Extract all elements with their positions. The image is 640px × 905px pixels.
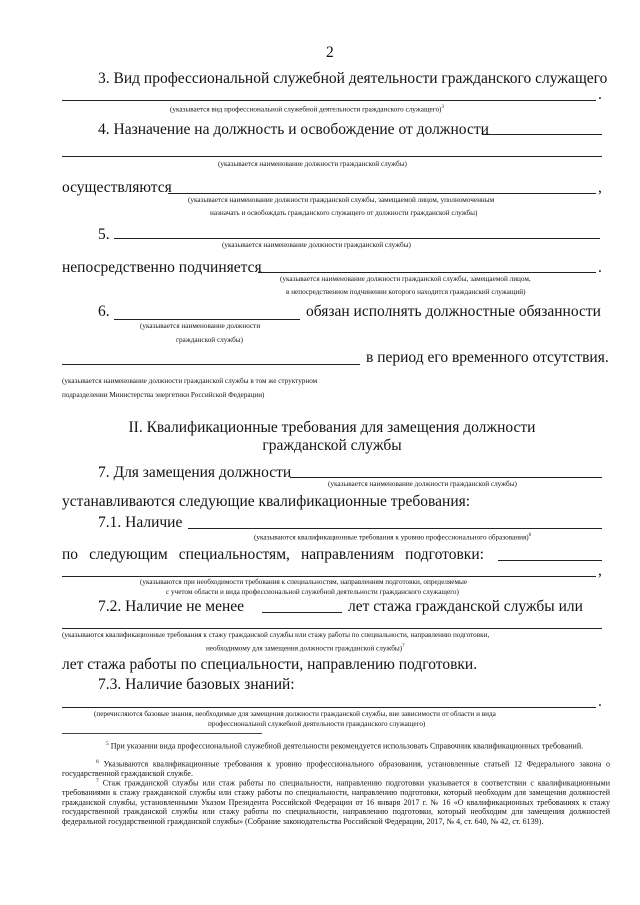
item72-text-1: 7.2. Наличие не менее bbox=[98, 598, 245, 615]
item4-carry-end: , bbox=[598, 179, 602, 196]
section2-title-1: II. Квалификационные требования для замещения должности bbox=[128, 419, 536, 436]
item4-carry-caption-1: (указывается наименование должности гражданской службы, замещаемой лицом, уполномоченным bbox=[188, 196, 495, 204]
item4-text: 4. Назначение на должность и освобождение от должности bbox=[98, 121, 489, 138]
item6-absence-line bbox=[62, 364, 360, 365]
item73-caption-1: (перечисляются базовые знания, необходимые для замещения должности гражданской службы, вне зависимости от области и вида bbox=[94, 710, 496, 718]
item72-years-line bbox=[262, 612, 342, 613]
item4-fill-line bbox=[482, 134, 602, 135]
footnote-6-marker: 6 bbox=[96, 759, 99, 765]
item71-text: 7.1. Наличие bbox=[98, 514, 183, 531]
item4-carry-caption-2: назначать и освобождать гражданского служащего от должности гражданской службы) bbox=[210, 209, 478, 217]
item5-subordinate-end: . bbox=[598, 259, 602, 276]
item71-caption: (указываются квалификационные требования к уровню профессионального образования)$^6$ bbox=[254, 533, 532, 542]
item4-carry-line bbox=[168, 193, 596, 194]
item3-text: 3. Вид профессиональной служебной деятельности гражданского служащего bbox=[98, 70, 608, 87]
item5-caption: (указывается наименование должности гражданской службы) bbox=[222, 241, 411, 249]
item73-end: . bbox=[598, 693, 602, 710]
item71-word-5: подготовки: bbox=[405, 546, 484, 563]
item71-specialties-line-2 bbox=[62, 576, 596, 577]
item7-caption: (указывается наименование должности гражданской службы) bbox=[328, 480, 517, 488]
footnote-6: $^6$ Указываются квалификационные требования к уровню профессионального образования, установленные статьей 12 Федерального закона о государственной гражданской службе. bbox=[62, 759, 611, 779]
item3-end: . bbox=[598, 86, 602, 103]
item6-absence-caption-2: подразделении Министерства энергетики Российской Федерации) bbox=[62, 391, 265, 399]
page-number: 2 bbox=[326, 44, 334, 61]
item6-absence-caption-1: (указывается наименование должности гражданской службы в том же структурном bbox=[62, 377, 318, 385]
item6-caption-1: (указывается наименование должности bbox=[140, 322, 261, 330]
item6-number: 6. bbox=[98, 303, 110, 320]
item72-text-2: лет стажа гражданской службы или bbox=[348, 598, 583, 615]
item3-fill-line bbox=[62, 100, 596, 101]
item7-text: 7. Для замещения должности bbox=[98, 464, 292, 481]
item5-subordinate-caption-1: (указывается наименование должности гражданской службы, замещаемой лицом, bbox=[280, 275, 531, 283]
item72-continuation: лет стажа работы по специальности, направлению подготовки. bbox=[62, 656, 478, 673]
item71-caption-1: (указываются при необходимости требования к специальностям, направлениям подготовки, определяемые bbox=[140, 578, 468, 586]
item71-word-3: специальностям, bbox=[178, 546, 290, 563]
item73-fill-line bbox=[62, 707, 596, 708]
item3-caption: (указывается вид профессиональной служебной деятельности гражданского служащего)$^3$ bbox=[170, 105, 444, 114]
item72-caption-1: (указываются квалификационные требования к стажу гражданской службы или стажу работы по специальности, направлению подготовки, bbox=[62, 631, 490, 639]
item71-specialties bbox=[62, 546, 484, 564]
footnote-5-marker: 5 bbox=[106, 741, 109, 747]
item5-subordinate-caption-2: в непосредственном подчинении которого находится гражданский служащий) bbox=[286, 288, 526, 296]
footnote-7: $^7$ Стаж гражданской службы или стаж работы по специальности, направлению подготовки указывается в соответствии с квалификационными требованиями к стажу гражданской службы или стажу работы по специальности, направлению подготовки, который необходим для замещения должностей гражданской службы, установленными Указом Президента Российской Федерации от 16 января 2017 г. № 16 «О квалификационных требованиях к стажу государственной гражданской службы или стажу работы по специальности, направлению подготовки, который необходим для замещения должностей федеральной государственной гражданской службы» (Собрание законодательства Российской Федерации, 2017, № 4, ст. 640, № 42, ст. 6139). bbox=[62, 778, 611, 827]
item71-word-4: направлениям bbox=[300, 546, 395, 563]
item72-fill-line bbox=[62, 628, 602, 629]
item5-fill-line bbox=[114, 238, 600, 239]
item5-subordinate-label: непосредственно подчиняется bbox=[62, 259, 262, 276]
footnote-7-marker: 7 bbox=[96, 778, 99, 784]
item72-caption-2: необходимому для замещения должности гражданской службы)$^7$ bbox=[206, 644, 405, 653]
item6-fill-line bbox=[114, 319, 300, 320]
section2-title-2: гражданской службы bbox=[262, 437, 402, 454]
item4-position-line bbox=[62, 156, 602, 157]
item71-word-2: следующим bbox=[89, 546, 168, 563]
footnote-separator bbox=[62, 733, 262, 734]
item4-carry-label: осуществляются bbox=[62, 179, 172, 196]
item6-text: обязан исполнять должностные обязанности bbox=[306, 303, 601, 320]
item73-caption-2: профессиональной служебной деятельности гражданского служащего) bbox=[208, 720, 426, 728]
item71-fill-line bbox=[188, 528, 602, 529]
item7-requirements: устанавливаются следующие квалификационные требования: bbox=[62, 493, 471, 510]
item71-specialties-line bbox=[498, 560, 602, 561]
item71-word-1: по bbox=[62, 546, 79, 563]
item71-end: , bbox=[598, 562, 602, 579]
item6-caption-2: гражданской службы) bbox=[176, 336, 243, 344]
item73-text: 7.3. Наличие базовых знаний: bbox=[98, 676, 295, 693]
item6-absence-text: в период его временного отсутствия. bbox=[366, 349, 609, 366]
item7-fill-line bbox=[290, 477, 602, 478]
footnote-5: $^5$ При указании вида профессиональной служебной деятельности рекомендуется использовать Справочник квалификационных требований. bbox=[106, 741, 584, 751]
item5-subordinate-line bbox=[258, 272, 596, 273]
item71-caption-2: с учетом области и вида профессиональной служебной деятельности гражданского служащего) bbox=[166, 588, 459, 596]
item4-caption: (указывается наименование должности гражданской службы) bbox=[218, 160, 407, 168]
item5-number: 5. bbox=[98, 226, 110, 243]
